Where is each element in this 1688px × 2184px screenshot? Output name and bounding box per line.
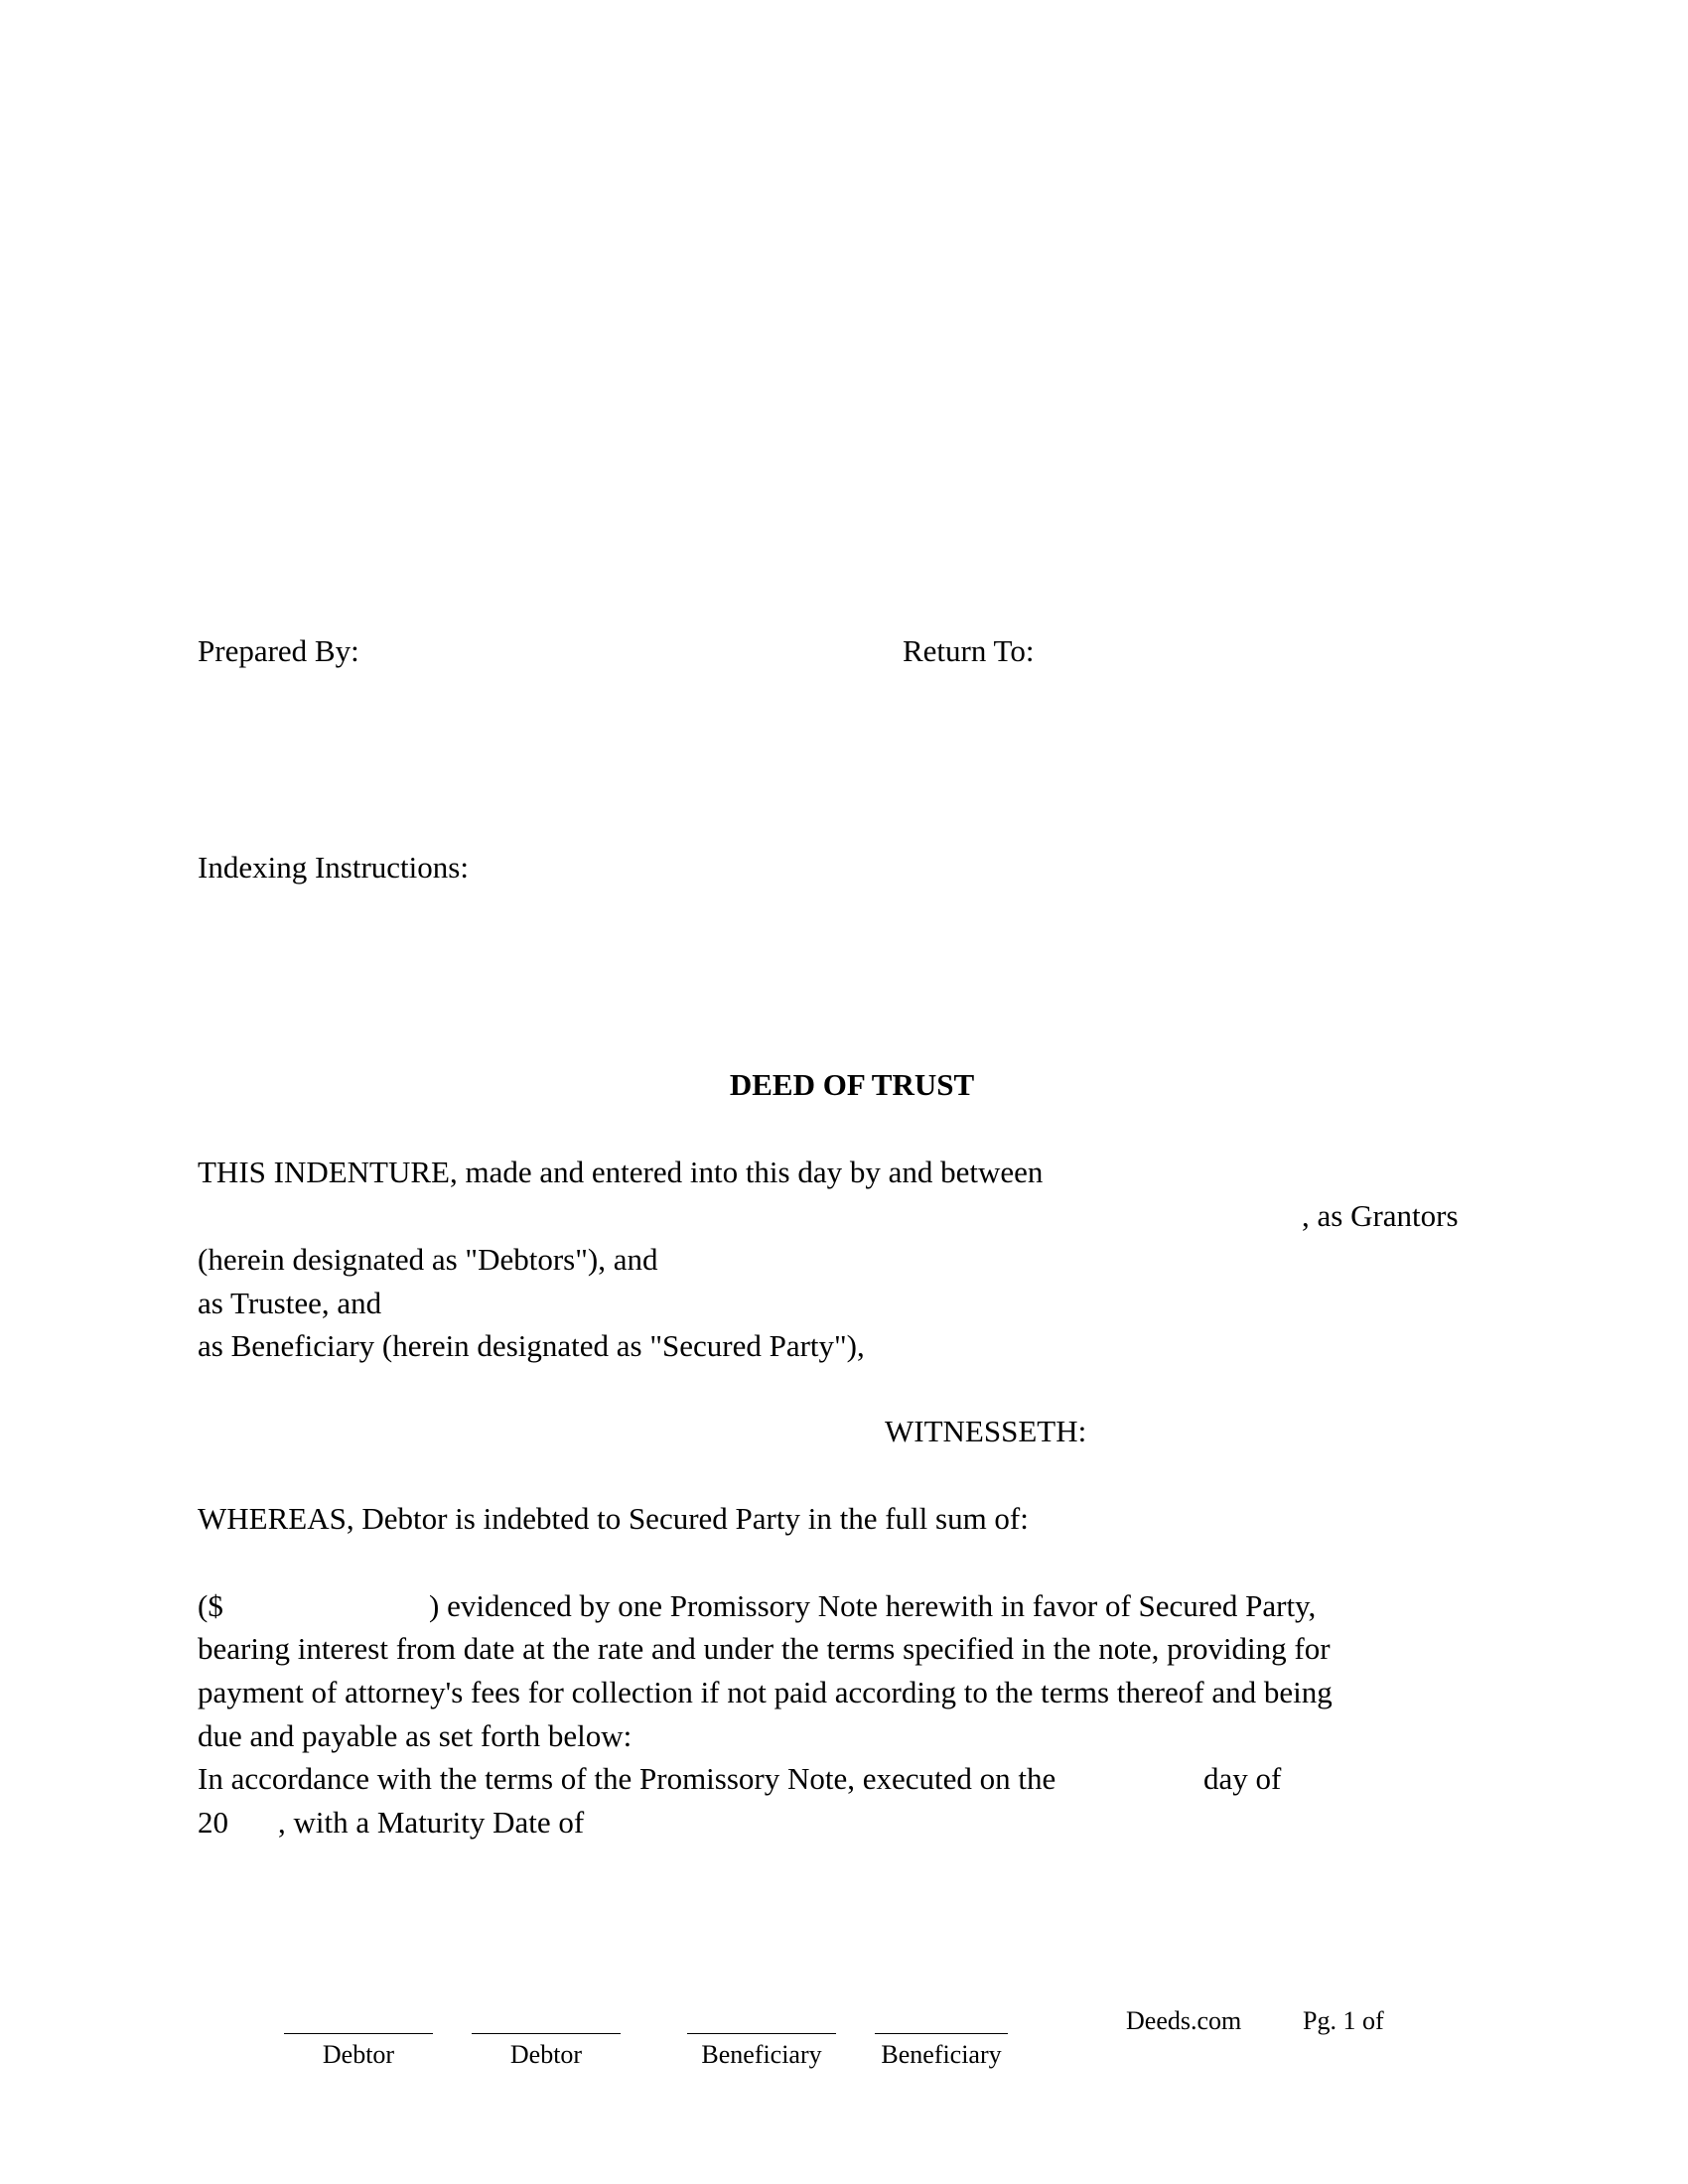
indexing-instructions-label: Indexing Instructions: (198, 850, 469, 885)
year-prefix: 20 (198, 1805, 228, 1840)
maturity-date-line: , with a Maturity Date of (278, 1805, 585, 1840)
signature-line (687, 2033, 836, 2034)
interest-line: bearing interest from date at the rate and under the terms specified in the note, providing for (198, 1631, 1331, 1666)
signature-label: Debtor (322, 2040, 395, 2069)
signature-block-debtor-1 (284, 2033, 433, 2070)
whereas-line: WHEREAS, Debtor is indebted to Secured Party in the full sum of: (198, 1501, 1029, 1536)
signature-label: Beneficiary (881, 2040, 1002, 2069)
signature-block-debtor-2 (472, 2033, 621, 2070)
signature-label: Debtor (509, 2040, 583, 2069)
prepared-by-label: Prepared By: (198, 633, 359, 668)
signature-line (472, 2033, 621, 2034)
debtors-line: (herein designated as "Debtors"), and (198, 1242, 658, 1277)
due-payable-line: due and payable as set forth below: (198, 1718, 633, 1753)
witnesseth-heading: WITNESSETH: (885, 1414, 1087, 1448)
footer-site: Deeds.com (1126, 2006, 1242, 2035)
day-of-text: day of (1203, 1761, 1282, 1796)
signature-line (284, 2033, 433, 2034)
attorney-fees-line: payment of attorney's fees for collection if not paid according to the terms thereof and being (198, 1675, 1333, 1709)
signature-block-beneficiary-1 (687, 2033, 836, 2070)
return-to-label: Return To: (903, 633, 1035, 668)
amount-open-paren: ($ (198, 1588, 223, 1623)
trustee-line: as Trustee, and (198, 1286, 382, 1320)
signature-line (875, 2033, 1008, 2034)
signature-block-beneficiary-2 (875, 2033, 1008, 2070)
grantors-line: , as Grantors (1302, 1198, 1459, 1233)
footer-page-number: Pg. 1 of (1303, 2006, 1384, 2035)
promissory-note-line: ) evidenced by one Promissory Note herewith in favor of Secured Party, (429, 1588, 1317, 1623)
signature-label: Beneficiary (701, 2040, 822, 2069)
document-title: DEED OF TRUST (729, 1067, 975, 1102)
indenture-line: THIS INDENTURE, made and entered into this day by and between (198, 1155, 1044, 1189)
executed-on-line: In accordance with the terms of the Promissory Note, executed on the (198, 1761, 1056, 1796)
beneficiary-line: as Beneficiary (herein designated as "Secured Party"), (198, 1328, 865, 1363)
